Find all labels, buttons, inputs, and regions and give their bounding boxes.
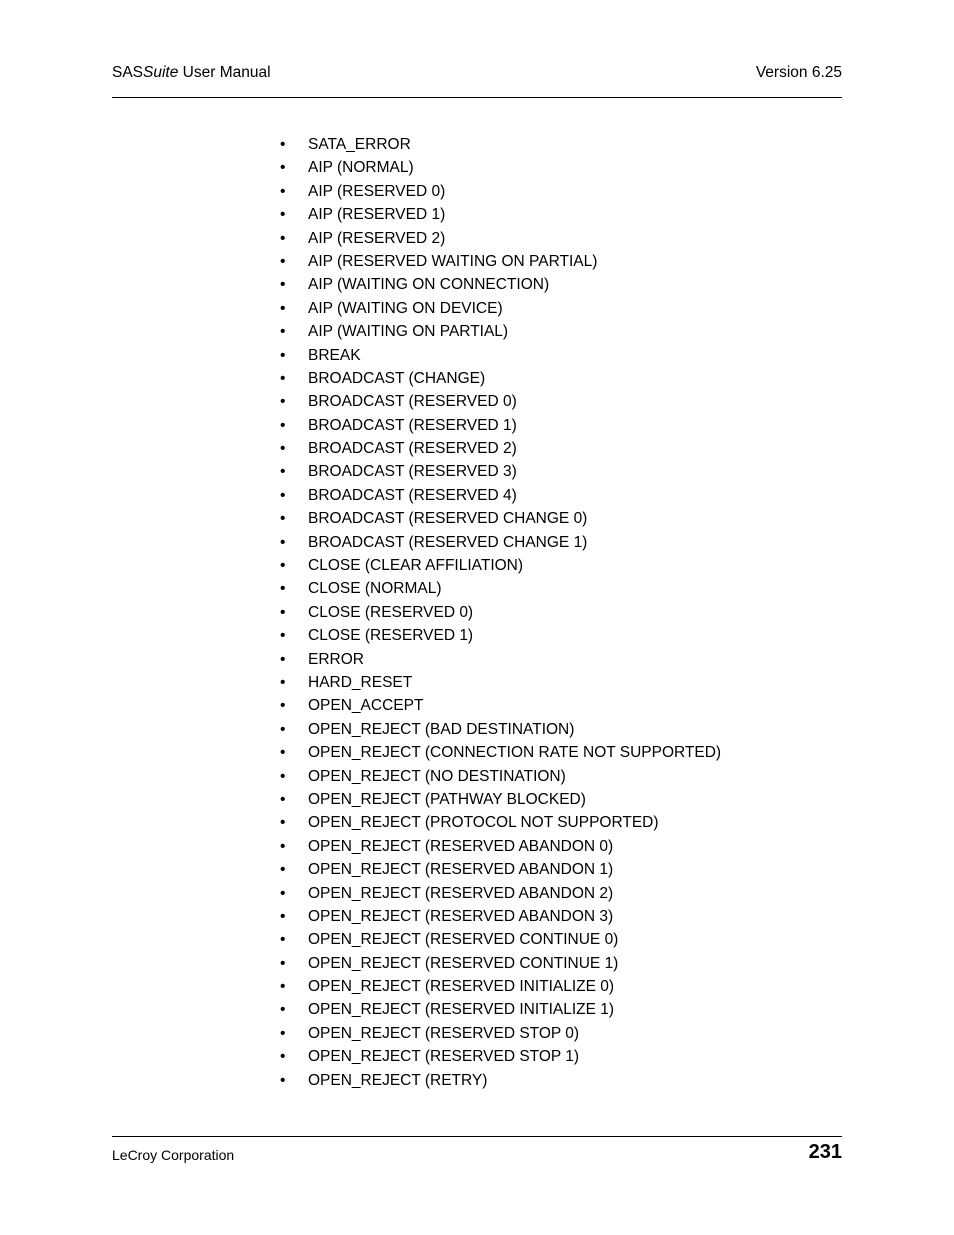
bullet-icon: • <box>280 603 286 621</box>
bullet-icon: • <box>280 1001 286 1019</box>
list-item-text: OPEN_REJECT (CONNECTION RATE NOT SUPPORTED) <box>308 744 722 762</box>
bullet-icon: • <box>280 978 286 996</box>
list-item-text: BROADCAST (RESERVED 2) <box>308 440 517 458</box>
bullet-icon: • <box>280 650 286 668</box>
list-item-text: BROADCAST (RESERVED 1) <box>308 416 517 434</box>
list-item-text: AIP (WAITING ON CONNECTION) <box>308 276 550 294</box>
bullet-icon: • <box>280 884 286 902</box>
list-item-text: OPEN_REJECT (RESERVED ABANDON 0) <box>308 837 614 855</box>
list-item-text: OPEN_REJECT (RESERVED ABANDON 3) <box>308 907 614 925</box>
list-item-text: OPEN_REJECT (RESERVED ABANDON 1) <box>308 861 614 879</box>
list-item-text: OPEN_REJECT (PROTOCOL NOT SUPPORTED) <box>308 814 659 832</box>
manual-version: Version 6.25 <box>755 64 842 81</box>
bullet-icon: • <box>280 767 286 785</box>
list-item-text: OPEN_REJECT (RESERVED ABANDON 2) <box>308 884 614 902</box>
bullet-icon: • <box>280 931 286 949</box>
list-item-text: CLOSE (RESERVED 1) <box>308 627 474 645</box>
list-item-text: OPEN_ACCEPT <box>308 697 424 715</box>
list-item-text: CLOSE (CLEAR AFFILIATION) <box>308 557 524 575</box>
bullet-icon: • <box>280 954 286 972</box>
bullet-icon: • <box>280 861 286 879</box>
list-item-text: CLOSE (NORMAL) <box>308 580 442 598</box>
bullet-icon: • <box>280 1048 286 1066</box>
list-item-text: AIP (RESERVED 2) <box>308 229 446 247</box>
list-item-text: CLOSE (RESERVED 0) <box>308 603 474 621</box>
bullet-icon: • <box>280 557 286 575</box>
manual-title-italic: Suite <box>143 64 179 81</box>
bullet-icon: • <box>280 463 286 481</box>
bullet-icon: • <box>280 346 286 364</box>
bullet-icon: • <box>280 416 286 434</box>
bullet-icon: • <box>280 627 286 645</box>
bullet-icon: • <box>280 580 286 598</box>
list-item-text: AIP (NORMAL) <box>308 159 414 177</box>
list-item-text: HARD_RESET <box>308 673 413 691</box>
list-item-text: AIP (WAITING ON DEVICE) <box>308 299 503 317</box>
bullet-icon: • <box>280 907 286 925</box>
list-item-text: SATA_ERROR <box>308 136 411 153</box>
bullet-icon: • <box>280 206 286 224</box>
list-item-text: OPEN_REJECT (RESERVED STOP 0) <box>308 1024 580 1042</box>
bullet-icon: • <box>280 276 286 294</box>
list-item-text: OPEN_REJECT (RESERVED CONTINUE 1) <box>308 954 619 972</box>
bullet-icon: • <box>280 136 286 153</box>
bullet-icon: • <box>280 720 286 738</box>
list-item-text: OPEN_REJECT (RESERVED INITIALIZE 1) <box>308 1001 615 1019</box>
list-item-text: AIP (WAITING ON PARTIAL) <box>308 323 509 341</box>
list-item-text: BROADCAST (RESERVED 3) <box>308 463 517 481</box>
list-item-text: BREAK <box>308 346 361 364</box>
list-item-text: OPEN_REJECT (RESERVED STOP 1) <box>308 1048 580 1066</box>
list-item-text: AIP (RESERVED 1) <box>308 206 446 224</box>
bullet-icon: • <box>280 814 286 832</box>
list-item-text: AIP (RESERVED 0) <box>308 182 446 200</box>
list-item-text: OPEN_REJECT (RESERVED CONTINUE 0) <box>308 931 619 949</box>
list-item-text: OPEN_REJECT (PATHWAY BLOCKED) <box>308 790 586 808</box>
bullet-icon: • <box>280 440 286 458</box>
list-item-text: ERROR <box>308 650 364 668</box>
page-number: 231 <box>808 1141 842 1163</box>
list-item-text: OPEN_REJECT (RESERVED INITIALIZE 0) <box>308 978 615 996</box>
bullet-icon: • <box>280 510 286 528</box>
list-item-text: AIP (RESERVED WAITING ON PARTIAL) <box>308 252 598 270</box>
bullet-icon: • <box>280 323 286 341</box>
bullet-icon: • <box>280 697 286 715</box>
header-divider <box>112 97 842 98</box>
list-item-text: BROADCAST (RESERVED 0) <box>308 393 517 411</box>
bullet-icon: • <box>280 790 286 808</box>
list-item-text: BROADCAST (RESERVED 4) <box>308 486 517 504</box>
list-item-text: BROADCAST (RESERVED CHANGE 0) <box>308 510 588 528</box>
bullet-icon: • <box>280 229 286 247</box>
bullet-icon: • <box>280 182 286 200</box>
footer-divider <box>112 1136 842 1137</box>
list-item-text: BROADCAST (CHANGE) <box>308 369 486 387</box>
bullet-icon: • <box>280 486 286 504</box>
list-item-text: OPEN_REJECT (BAD DESTINATION) <box>308 720 575 738</box>
bullet-icon: • <box>280 744 286 762</box>
list-item-text: OPEN_REJECT (NO DESTINATION) <box>308 767 566 785</box>
list-item-text: BROADCAST (RESERVED CHANGE 1) <box>308 533 588 551</box>
bullet-icon: • <box>280 673 286 691</box>
page-header <box>112 64 842 86</box>
bullet-icon: • <box>280 252 286 270</box>
manual-title-suffix: User Manual <box>178 64 271 81</box>
manual-title-prefix: SAS <box>112 64 144 81</box>
bullet-icon: • <box>280 1024 286 1042</box>
bullet-icon: • <box>280 393 286 411</box>
bullet-icon: • <box>280 369 286 387</box>
bullet-icon: • <box>280 837 286 855</box>
bullet-icon: • <box>280 159 286 177</box>
bullet-icon: • <box>280 299 286 317</box>
footer-company: LeCroy Corporation <box>112 1147 235 1163</box>
list-item-text: OPEN_REJECT (RETRY) <box>308 1071 488 1089</box>
bullet-icon: • <box>280 1071 286 1089</box>
bullet-icon: • <box>280 533 286 551</box>
manual-title <box>112 64 271 82</box>
